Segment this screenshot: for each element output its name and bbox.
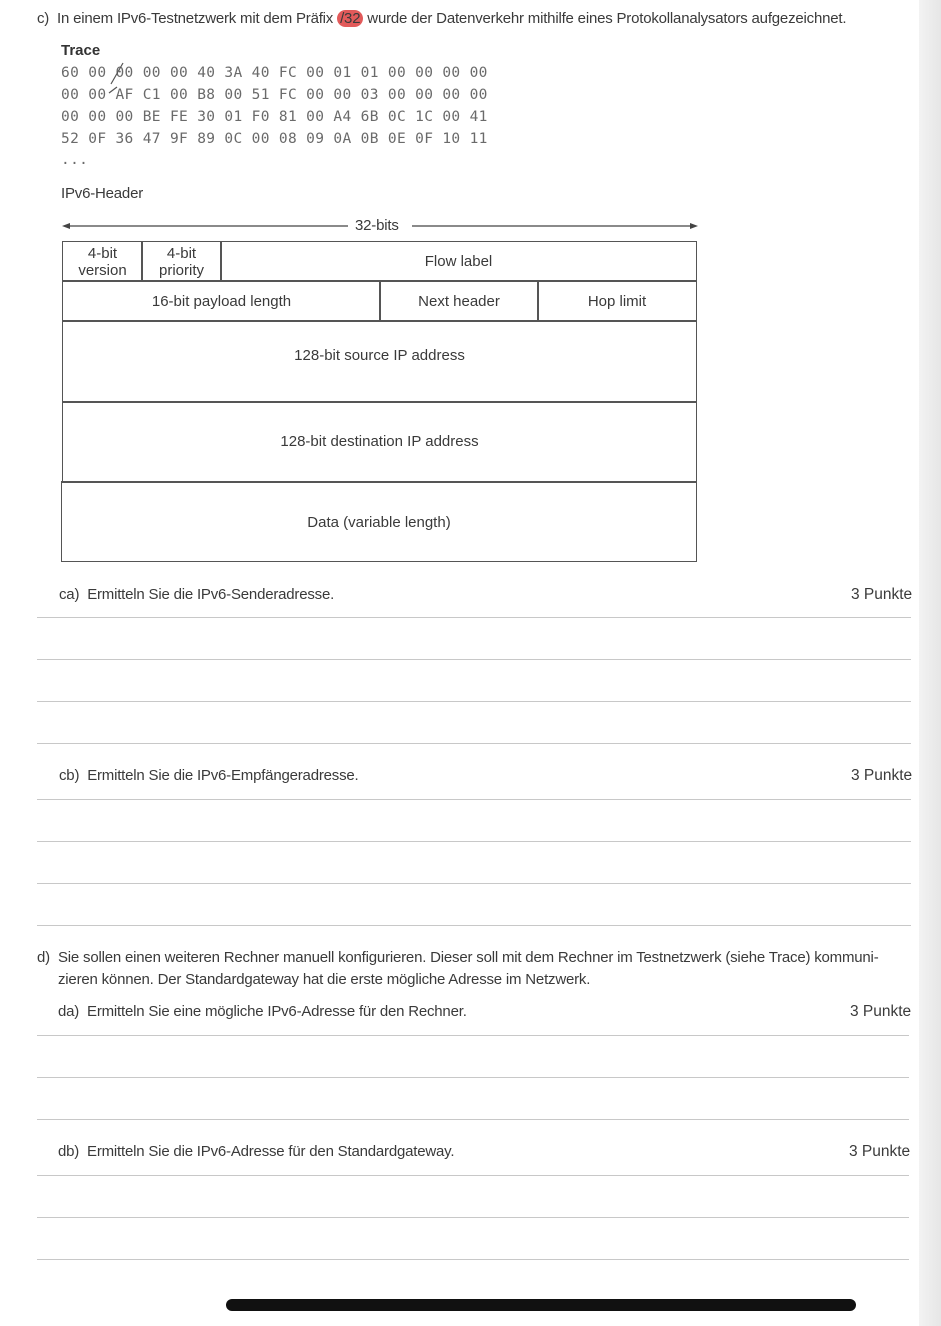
priority-line-1: 4-bit <box>166 244 197 262</box>
trace-title: Trace <box>61 42 101 59</box>
payload-length: 16-bit payload length <box>151 292 292 310</box>
answer-line <box>37 617 911 618</box>
answer-line <box>37 841 911 842</box>
page-edge <box>919 0 941 1326</box>
answer-line <box>37 743 911 744</box>
question-da-text: Ermitteln Sie eine mögliche IPv6-Adresse für den Rechner. <box>87 1003 467 1020</box>
answer-line <box>37 1259 909 1260</box>
question-db-points: 3 Punkte <box>849 1143 911 1160</box>
question-cb-text: Ermitteln Sie die IPv6-Empfängeradresse. <box>87 767 359 784</box>
destination-address-cell <box>62 401 697 483</box>
trace-ellipsis: ... <box>61 152 89 168</box>
answer-line <box>37 1077 909 1078</box>
question-cb <box>59 767 358 784</box>
answer-line <box>37 883 911 884</box>
trace-line-4: 52 0F 36 47 9F 89 0C 00 08 09 0A 0B 0E 0F 10 11 <box>61 131 488 147</box>
ipv6-header-title: IPv6-Header <box>61 185 144 202</box>
data-cell <box>61 481 697 562</box>
flow-label-cell <box>220 241 697 282</box>
question-db-text: Ermitteln Sie die IPv6-Adresse für den Standardgateway. <box>87 1143 455 1160</box>
destination-address: 128-bit destination IP address <box>280 432 479 450</box>
question-da-points: 3 Punkte <box>850 1003 912 1020</box>
question-cb-points: 3 Punkte <box>851 767 913 784</box>
version-line-2: version <box>78 261 127 279</box>
flow-label: Flow label <box>424 253 493 270</box>
task-c-text-before: In einem IPv6-Testnetzwerk mit dem Präfix <box>57 10 338 27</box>
source-address-cell <box>62 320 697 403</box>
version-cell <box>62 241 143 282</box>
question-ca-label: ca) <box>59 586 80 603</box>
task-c-text-after: wurde der Datenverkehr mithilfe eines Protokollanalysators aufgezeichnet. <box>363 10 847 27</box>
question-da <box>58 1003 467 1020</box>
prefix-highlight: /32 <box>337 10 363 27</box>
priority-line-2: priority <box>158 261 204 279</box>
trace-line-2: 00 00 AF C1 00 B8 00 51 FC 00 00 03 00 00 00 00 <box>61 87 488 103</box>
answer-line <box>37 1175 909 1176</box>
next-header-cell <box>379 280 539 322</box>
question-da-label: da) <box>58 1003 80 1020</box>
question-db <box>58 1143 454 1160</box>
answer-line <box>37 799 911 800</box>
bit-width-label: 32-bits <box>355 217 399 234</box>
source-address: 128-bit source IP address <box>294 347 465 364</box>
answer-line <box>37 1217 909 1218</box>
task-c-label: c) <box>37 10 50 27</box>
task-d-label: d) <box>37 949 50 966</box>
answer-line <box>37 659 911 660</box>
trace-line-1: 60 00 00 00 00 40 3A 40 FC 00 01 01 00 00 00 00 <box>61 65 488 81</box>
question-db-label: db) <box>58 1143 80 1160</box>
next-header: Next header <box>418 292 500 310</box>
payload-length-cell <box>62 280 381 322</box>
home-indicator[interactable] <box>226 1299 856 1311</box>
answer-line <box>37 1035 909 1036</box>
trace-line-3: 00 00 00 BE FE 30 01 F0 81 00 A4 6B 0C 1C 00 41 <box>61 109 488 125</box>
priority-cell <box>141 241 222 282</box>
answer-line <box>37 701 911 702</box>
pen-mark <box>95 60 135 110</box>
task-d-line-2: zieren können. Der Standardgateway hat die erste mögliche Adresse im Netzwerk. <box>58 971 591 988</box>
question-cb-label: cb) <box>59 767 80 784</box>
question-ca-text: Ermitteln Sie die IPv6-Senderadresse. <box>87 586 335 603</box>
task-d-line-1: Sie sollen einen weiteren Rechner manuell konfigurieren. Dieser soll mit dem Rechner im Testnetzwerk (siehe Trace) kommuni- <box>58 949 879 966</box>
hop-limit-cell <box>537 280 697 322</box>
question-ca <box>59 586 334 603</box>
version-line-1: 4-bit <box>87 244 118 262</box>
data-field: Data (variable length) <box>307 514 451 531</box>
answer-line <box>37 1119 909 1120</box>
hop-limit: Hop limit <box>587 292 647 310</box>
task-c-intro <box>37 10 846 27</box>
question-ca-points: 3 Punkte <box>851 586 913 603</box>
answer-line <box>37 925 911 926</box>
